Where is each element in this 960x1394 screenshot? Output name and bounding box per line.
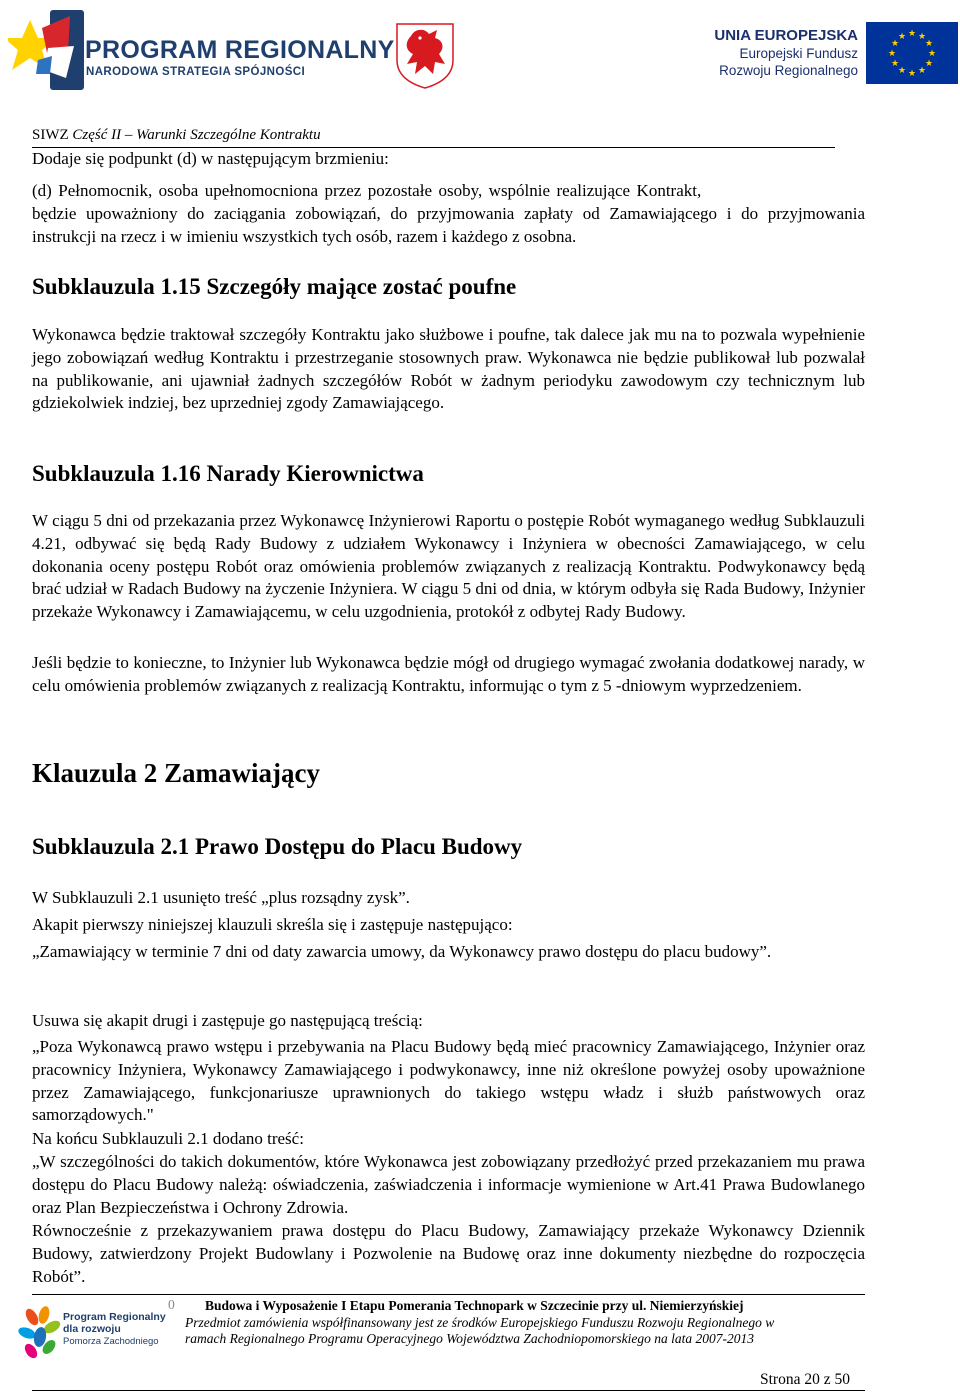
nss-star-icon [8,8,88,90]
svg-text:★: ★ [917,66,927,76]
running-header-prefix: SIWZ [32,127,73,143]
subclause-1-15-paragraph: Wykonawca będzie traktował szczegóły Kontraktu jako służbowe i poufne, tak dalece jak mu na to pozwala wypełnienie jego zobowiązań według Kontraktu i przestrzeganie stosownych praw. Wykonawca nie będzie publikował lub pozwalał na publikowanie, ani ujawniał żadnych szczegółów Robót w żadnym periodyku zawodowym czy technicznym lub gdziekolwiek indziej, bez uprzedniej zgody Zamawiającego. [32,325,865,413]
subclause-2-1-heading: Subklauzula 2.1 Prawo Dostępu do Placu Budowy [32,834,523,859]
item-d-line1: (d) Pełnomocnik, osoba upełnomocniona przez pozostałe osoby, wspólnie realizujące Kontrakt, [32,181,702,200]
subclause-2-1-line-a: W Subklauzuli 2.1 usunięto treść „plus rozsądny zysk”. [32,888,410,907]
footer-divider [32,1294,865,1295]
svg-text:★: ★ [907,29,917,39]
page-number: Strona 20 z 50 [760,1371,850,1388]
bottom-divider [32,1390,865,1391]
subclause-2-1-line-b: Akapit pierwszy niniejszej klauzuli skreśla się i zastępuje następująco: [32,915,513,934]
griffin-crest-icon [393,20,457,90]
subclause-2-1-line-d: Usuwa się akapit drugi i zastępuje go następującą treścią: [32,1011,423,1030]
svg-text:★: ★ [887,49,897,59]
footer-funding-line1: Przedmiot zamówienia współfinansowany jest ze środków Europejskiego Funduszu Rozwoju Regionalnego w [185,1315,775,1330]
pomorze-logo-line2: dla rozwoju [63,1323,121,1335]
subclause-2-1-line-f: Na końcu Subklauzuli 2.1 dodano treść: [32,1129,304,1148]
subclause-2-1-quote-e: „Poza Wykonawcą prawo wstępu i przebywania na Placu Budowy będą mieć pracownicy Zamawiającego, Inżynier oraz pracownicy Inżyniera, Wykonawcy Zamawiającego i podwykonawcy, inne niż określone powyżej osoby upoważnione przez Zamawiającego, funkcjonariusze uprawnionych do takiego wstępu władz i służb państwowych oraz samorządowych." [32,1037,865,1125]
subclause-2-1-paragraph-h: Równocześnie z przekazywaniem prawa dostępu do Placu Budowy, Zamawiający przekaże Wykonawcy Dziennik Budowy, zatwierdzony Projekt Budowlany i Pozwolenie na Budowę oraz inne dokumenty niezbędne do rozpoczęcia Robót”. [32,1221,865,1286]
footer-marker: 0 [168,1297,175,1312]
svg-text:★: ★ [927,49,937,59]
item-d-paragraph: będzie upoważniony do zaciągania zobowiązań, do przyjmowania zapłaty od Zamawiającego i do przyjmowania instrukcji na rzecz i w imieniu wszystkich tych osób, razem i każdego z osobna. [32,204,865,246]
subclause-1-16-heading: Subklauzula 1.16 Narady Kierownictwa [32,461,424,486]
svg-text:★: ★ [924,39,934,49]
eu-title: UNIA EUROPEJSKA [714,27,858,44]
pomorze-logo-line3: Pomorza Zachodniego [63,1336,159,1347]
svg-text:★: ★ [924,59,934,69]
svg-text:★: ★ [897,32,907,42]
subclause-2-1-quote-c: „Zamawiający w terminie 7 dni od daty zawarcia umowy, da Wykonawcy prawo dostępu do placu budowy”. [32,942,772,961]
eu-fund-line2: Rozwoju Regionalnego [719,63,858,78]
eu-flag-icon [866,22,958,84]
svg-text:★: ★ [917,32,927,42]
intro-paragraph: Dodaje się podpunkt (d) w następującym brzmieniu: [32,149,389,168]
subclause-1-15-heading: Subklauzula 1.15 Szczegóły mające zostać poufne [32,274,517,299]
clause-2-heading: Klauzula 2 Zamawiający [32,758,320,788]
pomorze-leaf-icon [18,1305,62,1363]
program-subtitle: NARODOWA STRATEGIA SPÓJNOŚCI [86,66,306,78]
pomorze-logo-line1: Program Regionalny [63,1311,166,1323]
svg-text:★: ★ [897,66,907,76]
eu-fund-line1: Europejski Fundusz [739,46,858,61]
svg-text:★: ★ [890,39,900,49]
svg-text:★: ★ [907,69,917,79]
footer-project-title: Budowa i Wyposażenie I Etapu Pomerania Technopark w Szczecinie przy ul. Niemierzyńskiej [205,1298,744,1313]
subclause-2-1-quote-g: „W szczególności do takich dokumentów, które Wykonawca jest zobowiązany przedłożyć przed przekazaniem mu prawa dostępu do Placu Budowy należą: oświadczenia, zaświadczenia i informacje wymienione w Art.41 Prawa Budowlanego oraz Plan Bezpieczeństwa i Ochrony Zdrowia. [32,1152,865,1217]
program-title: PROGRAM REGIONALNY [85,36,395,64]
footer-funding-line2: ramach Regionalnego Programu Operacyjnego Województwa Zachodniopomorskiego na lata 2007-2013 [185,1331,754,1346]
subclause-1-16-paragraph-a: W ciągu 5 dni od przekazania przez Wykonawcę Inżynierowi Raportu o postępie Robót wymaganego według Subklauzuli 4.21, odbywać się będą Rady Budowy z udziałem Wykonawcy i Inżyniera w obecności Zamawiającego, w celu dokonania oceny postępu Robót oraz omówienia problemów związanych z realizacją Kontraktu. Podwykonawcy będą brać udział w Radach Budowy na życzenie Inżyniera. W ciągu 5 dni od dnia, w którym odbyła się Rada Budowy, Inżynier przekaże Wykonawcy i Zamawiającemu, w celu uzgodnienia, protokół z odbytej Rady Budowy. [32,511,865,622]
subclause-1-16-paragraph-b: Jeśli będzie to konieczne, to Inżynier lub Wykonawca będzie mógł od drugiego wymagać zwołania dodatkowej narady, w celu omówienia problemów związanych z realizacją Kontraktu, informując o tym z 5 -dniowym wyprzedzeniem. [32,653,865,695]
svg-text:★: ★ [890,59,900,69]
running-header-title: Część II – Warunki Szczególne Kontraktu [72,127,321,143]
running-header [32,127,321,144]
